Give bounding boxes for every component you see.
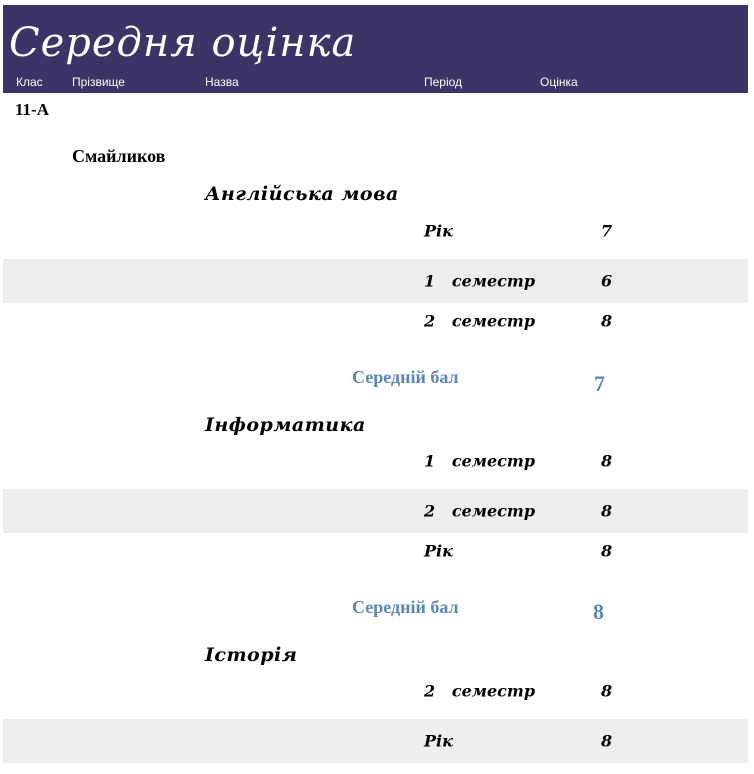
average-value: 8 (593, 599, 604, 624)
subject-group-header: Історія (205, 644, 298, 666)
grade-cell: 6 (601, 271, 613, 291)
period-cell: Рік (424, 731, 453, 751)
report-title: Середня оцінка (9, 20, 357, 66)
grade-row (3, 259, 748, 303)
grade-row (3, 299, 748, 343)
grade-cell: 8 (601, 731, 613, 751)
column-header-subject: Назва (205, 75, 239, 89)
average-label: Середній бал (352, 367, 459, 387)
average-value: 7 (594, 371, 605, 396)
subject-group-header: Інформатика (205, 414, 366, 436)
column-header-surname: Прізвище (72, 75, 125, 89)
average-label: Середній бал (352, 597, 459, 617)
grade-cell: 8 (601, 541, 613, 561)
grade-row (3, 669, 748, 713)
grade-cell: 8 (601, 501, 613, 521)
subject-group-header: Англійська мова (205, 183, 399, 205)
column-header-period: Період (424, 75, 463, 89)
grade-row (3, 489, 748, 533)
grade-cell: 8 (601, 311, 613, 331)
period-cell: 2 семестр (424, 681, 536, 701)
grade-row (3, 529, 748, 573)
column-header-grade: Оцінка (540, 75, 578, 89)
period-cell: 1 семестр (424, 271, 536, 291)
column-header-class: Клас (16, 75, 43, 89)
period-cell: 2 семестр (424, 501, 536, 521)
report-header (3, 5, 748, 93)
grade-row (3, 719, 748, 763)
period-cell: Рік (424, 541, 453, 561)
period-cell: Рік (424, 221, 453, 241)
period-cell: 1 семестр (424, 451, 536, 471)
grade-cell: 8 (601, 681, 613, 701)
grade-cell: 7 (601, 221, 613, 241)
grade-cell: 8 (601, 451, 613, 471)
student-group-header: Смайликов (72, 146, 166, 166)
class-group-header: 11-А (15, 100, 49, 119)
grade-row (3, 439, 748, 483)
period-cell: 2 семестр (424, 311, 536, 331)
grade-row (3, 209, 748, 253)
